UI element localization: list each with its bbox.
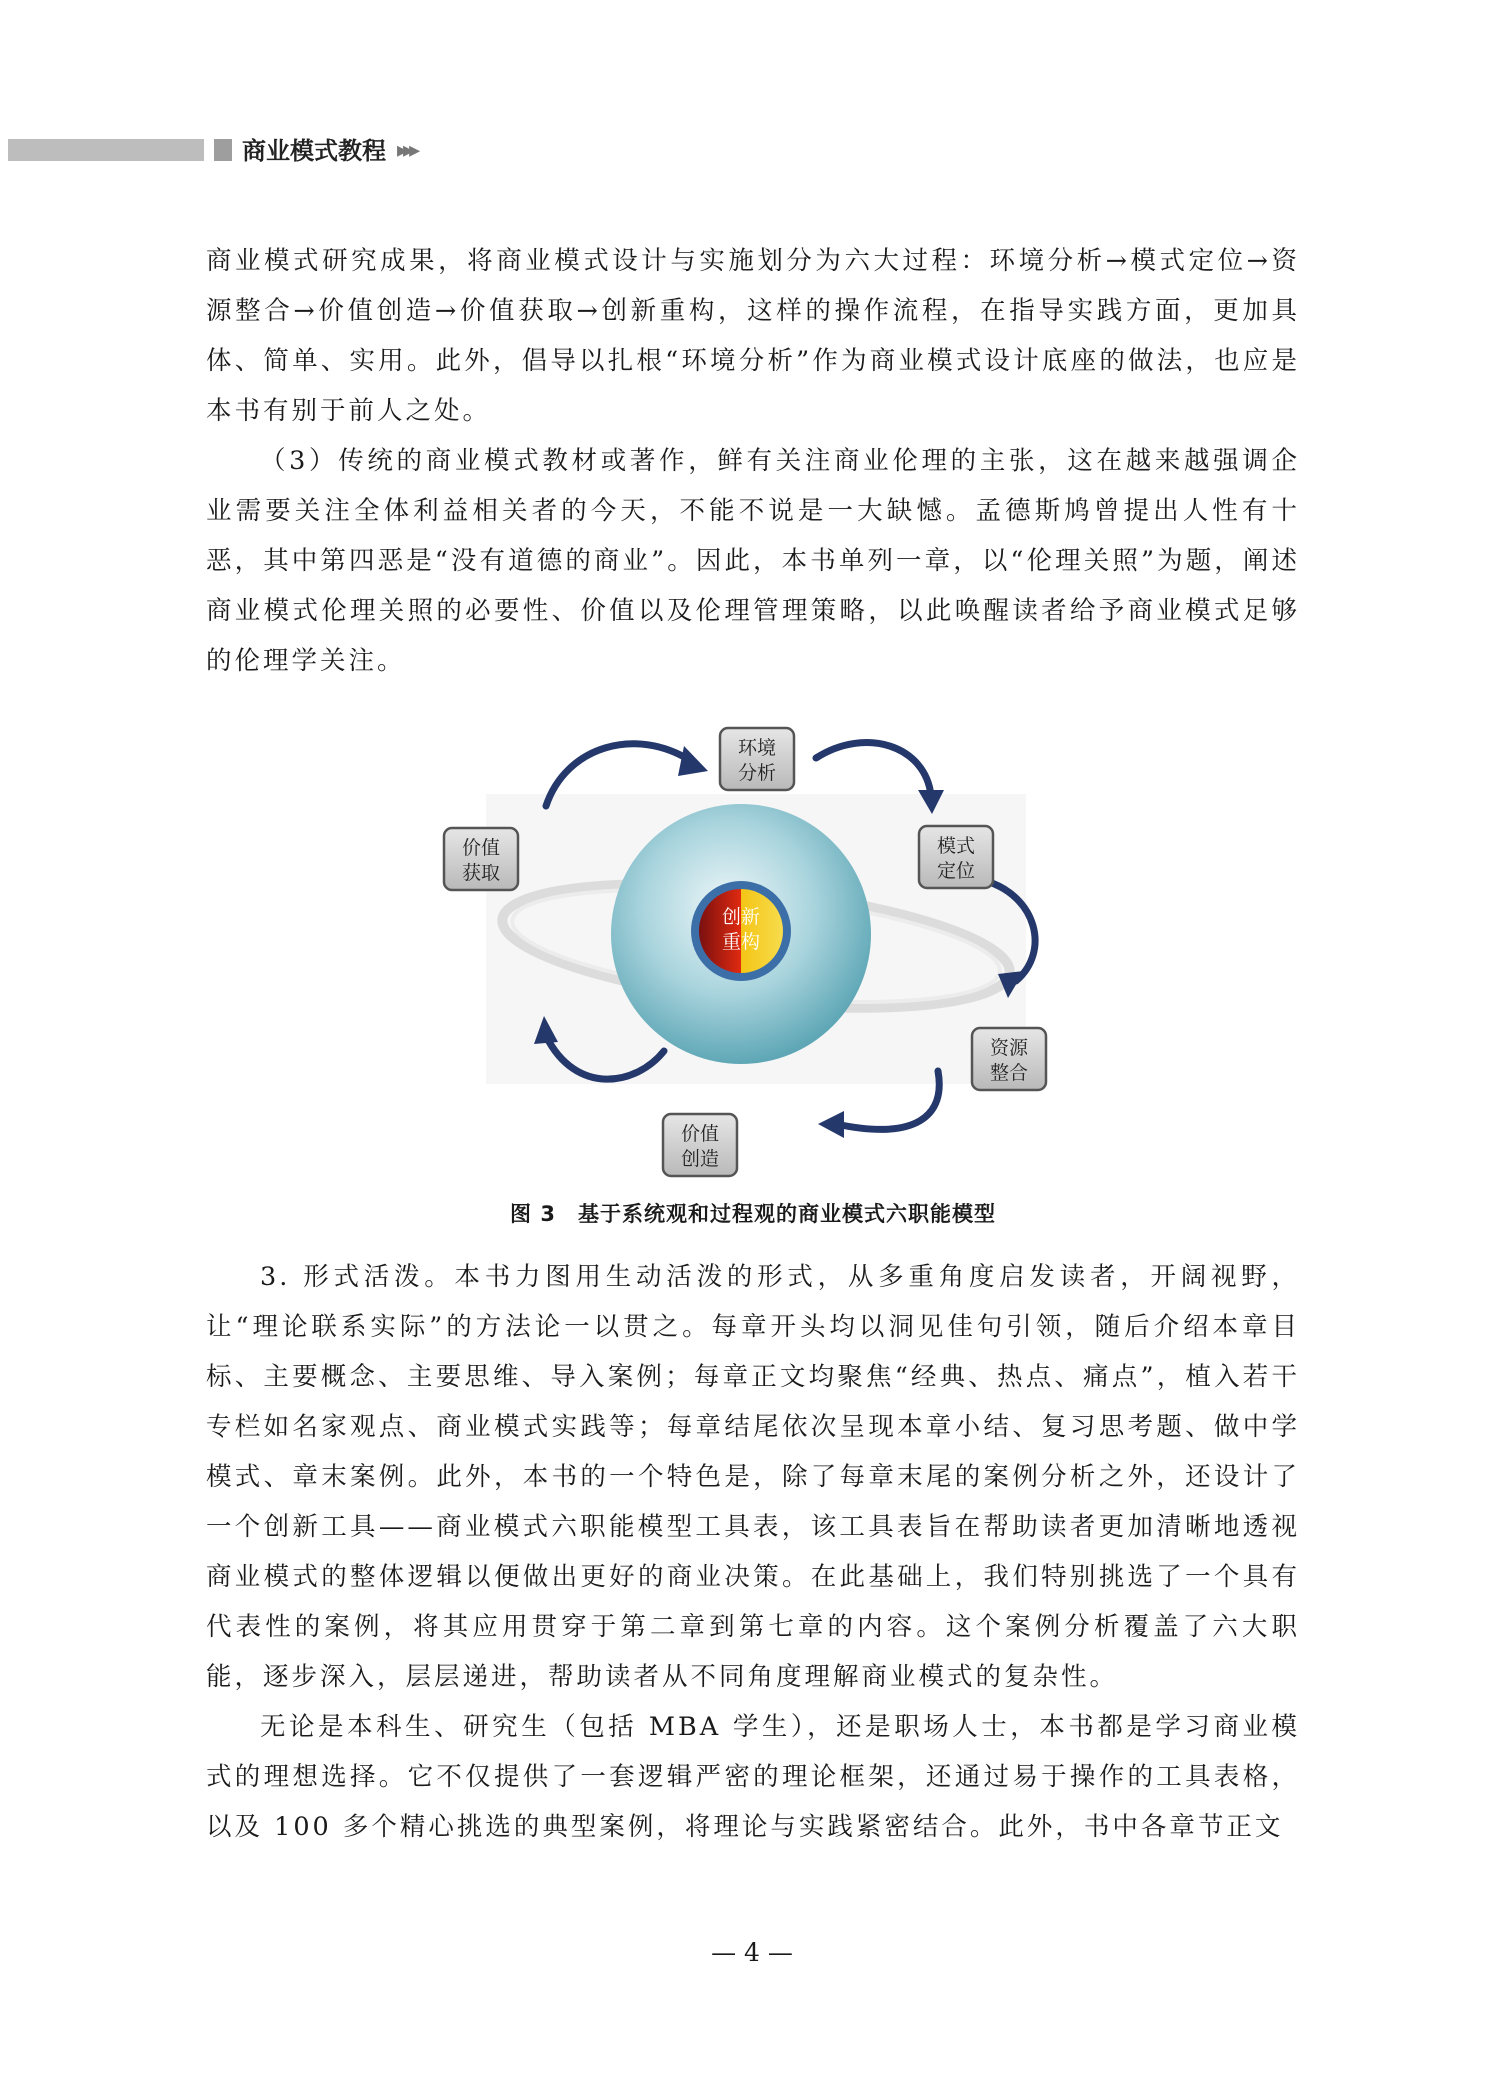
page-content [206, 236, 1300, 1852]
page-number: — 4 — [711, 1938, 793, 1967]
node-label-line2: 分析 [737, 762, 777, 784]
header-arrows-icon: ▸▸▸ [397, 138, 416, 163]
paragraph-audience: 无论是本科生、研究生（包括 MBA 学生），还是职场人士，本书都是学习商业模式的理想选择。它不仅提供了一套逻辑严密的理论框架，还通过易于操作的工具表格，以及 100 多个精心挑选的典型案例，将理论与实践紧密结合。此外，书中各章节正文 [206, 1712, 1300, 1842]
paragraph-ethics: （3）传统的商业模式教材或著作，鲜有关注商业伦理的主张，这在越来越强调企业需要关注全体利益相关者的今天，不能不说是一大缺憾。孟德斯鸠曾提出人性有十恶，其中第四恶是“没有道德的商业”。因此，本书单列一章，以“伦理关照”为题，阐述商业模式伦理关照的必要性、价值以及伦理管理策略，以此唤醒读者给予商业模式足够的伦理学关注。 [206, 446, 1300, 676]
node-label-line1: 价值 [680, 1123, 720, 1145]
node-label-line2: 整合 [989, 1062, 1029, 1084]
header-bar-marker [214, 139, 232, 161]
node-label-line1: 资源 [989, 1037, 1029, 1059]
node-label-line1: 环境 [737, 737, 777, 759]
header-title: 商业模式教程 [242, 137, 386, 165]
center-label-line2: 重构 [721, 931, 761, 953]
header-bar [8, 139, 204, 161]
node-resource-integration [972, 1028, 1046, 1090]
running-header [0, 134, 600, 168]
figure-diagram [426, 716, 1086, 1186]
node-environment-analysis [720, 728, 794, 790]
paragraph-continued: 商业模式研究成果，将商业模式设计与实施划分为六大过程：环境分析→模式定位→资源整合→价值创造→价值获取→创新重构，这样的操作流程，在指导实践方面，更加具体、简单、实用。此外，倡导以扎根“环境分析”作为商业模式设计底座的做法，也应是本书有别于前人之处。 [206, 246, 1300, 426]
arrow-2-icon [816, 743, 931, 796]
node-model-positioning [919, 826, 993, 888]
arrowhead-1-icon [678, 746, 708, 776]
node-value-capture [444, 828, 518, 890]
arrowhead-4-icon [818, 1111, 844, 1138]
node-label-line2: 获取 [461, 862, 501, 884]
figure-caption: 图 3 基于系统观和过程观的商业模式六职能模型 [510, 1202, 996, 1226]
node-label-line2: 定位 [936, 860, 976, 882]
node-label-line1: 价值 [461, 837, 501, 859]
node-label-line2: 创造 [680, 1148, 720, 1170]
node-label-line1: 模式 [936, 835, 976, 857]
center-label-line1: 创新 [721, 906, 761, 928]
figure-six-function-model [206, 716, 1300, 1186]
paragraph-format: 3. 形式活泼。本书力图用生动活泼的形式，从多重角度启发读者，开阔视野，让“理论联系实际”的方法论一以贯之。每章开头均以洞见佳句引领，随后介绍本章目标、主要概念、主要思维、导入案例；每章正文均聚焦“经典、热点、痛点”，植入若干专栏如名家观点、商业模式实践等；每章结尾依次呈现本章小结、复习思考题、做中学模式、章末案例。此外，本书的一个特色是，除了每章末尾的案例分析之外，还设计了一个创新工具——商业模式六职能模型工具表，该工具表旨在帮助读者更加清晰地透视商业模式的整体逻辑以便做出更好的商业决策。在此基础上，我们特别挑选了一个具有代表性的案例，将其应用贯穿于第二章到第七章的内容。这个案例分析覆盖了六大职能，逐步深入，层层递进，帮助读者从不同角度理解商业模式的复杂性。 [206, 1262, 1300, 1692]
node-value-creation [663, 1114, 737, 1176]
